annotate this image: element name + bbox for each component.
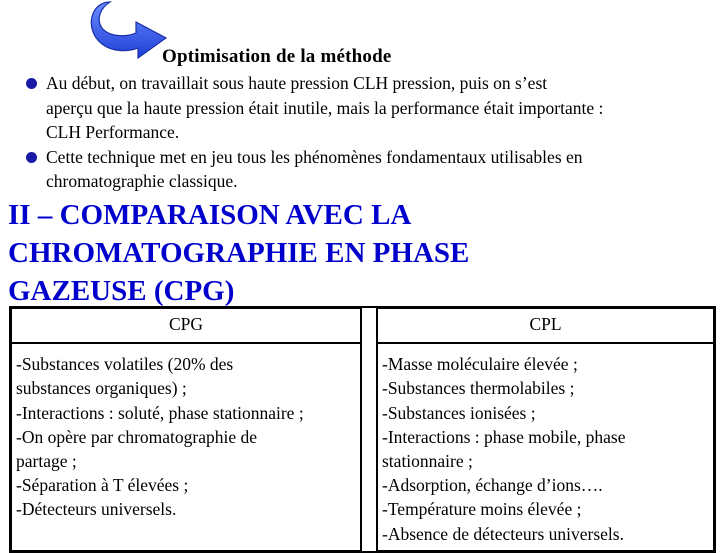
table-row (11, 343, 714, 551)
bullet-dot-icon (26, 152, 37, 163)
bullet-line: chromatographie classique. (46, 171, 238, 191)
bullet-line: aperçu que la haute pression était inutile, mais la performance était importante : (46, 97, 604, 118)
bullet-line: Au début, on travaillait sous haute pression CLH pression, puis on s’est (46, 73, 548, 93)
header-cpg: CPG (11, 308, 361, 343)
cpg-line: -Substances volatiles (20% des (16, 354, 234, 375)
cpl-line: -Substances ionisées ; (382, 402, 536, 423)
cpl-line: -Masse moléculaire élevée ; (382, 354, 578, 375)
cpl-line: -Température moins élevée ; (382, 499, 582, 520)
cpg-line: partage ; (16, 451, 77, 472)
table-header-row (11, 308, 714, 343)
cpl-cell (377, 343, 714, 551)
bullet-item (24, 145, 704, 194)
cpl-line: -Adsorption, échange d’ions…. (382, 475, 603, 496)
header-cpl: CPL (377, 308, 714, 343)
comparison-table (9, 306, 716, 553)
bullet-dot-icon (26, 78, 37, 89)
heading-line: GAZEUSE (CPG) (8, 275, 235, 307)
cpg-line: -On opère par chromatographie de (16, 426, 258, 447)
column-gap (361, 343, 377, 551)
section-heading (8, 196, 720, 310)
curved-arrow-icon (78, 0, 170, 62)
cpg-cell (11, 343, 361, 551)
cpg-line: -Interactions : soluté, phase stationnaire ; (16, 402, 304, 423)
bullet-list (24, 71, 704, 194)
cpl-line: stationnaire ; (382, 451, 473, 472)
cpg-line: -Séparation à T élevées ; (16, 475, 189, 496)
bullet-line: Cette technique met en jeu tous les phénomènes fondamentaux utilisables en (46, 146, 583, 167)
cpl-line: -Absence de détecteurs universels. (382, 523, 624, 544)
cpg-line: substances organiques) ; (16, 378, 187, 399)
cpl-line: -Substances thermolabiles ; (382, 378, 575, 399)
heading-line: CHROMATOGRAPHIE EN PHASE (8, 237, 470, 269)
heading-line: II – COMPARAISON AVEC LA (8, 199, 412, 231)
bullet-line: CLH Performance. (46, 122, 180, 142)
cpg-line: -Détecteurs universels. (16, 499, 177, 520)
slide-subtitle: Optimisation de la méthode (162, 46, 392, 67)
column-gap (361, 308, 377, 343)
bullet-item (24, 71, 704, 145)
cpl-line: -Interactions : phase mobile, phase (382, 426, 626, 447)
